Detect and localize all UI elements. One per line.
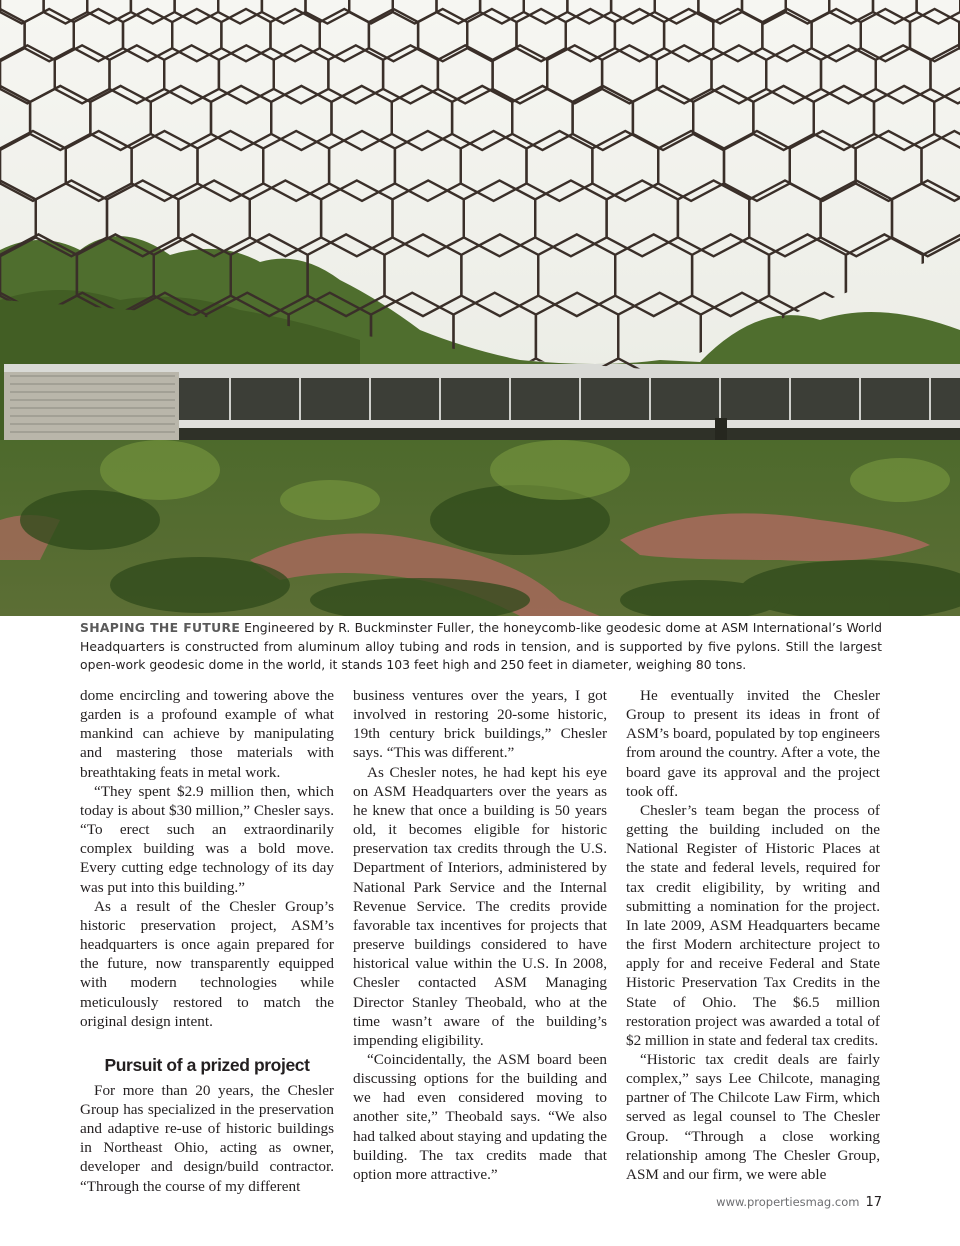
- paragraph: He eventually invited the Chesler Group to present its ideas in front of ASM’s board, populated by top engineers from around the country. After a vote, the board gave its approval and the project took off.: [626, 687, 880, 800]
- footer-url: www.propertiesmag.com: [716, 1195, 860, 1209]
- paragraph: For more than 20 years, the Chesler Group has specialized in the preservation and adaptive re-use of historic buildings in Northeast Ohio, acting as owner, developer and design/build contractor. “Through the course of my different: [80, 1081, 334, 1195]
- paragraph: “They spent $2.9 million then, which today is about $30 million,” Chesler says. “To erect such an extraordinarily complex building was a bold move. Every cutting edge technology of its day was put into this building.”: [80, 782, 334, 896]
- page-footer: [716, 1195, 882, 1210]
- paragraph: As Chesler notes, he had kept his eye on ASM Headquarters over the years as he knew that once a building is 50 years old, it becomes eligible for historic preservation tax credits through the U.S. Department of Interiors, administered by National Park Service and the Internal Revenue Service. The credits provide favorable tax incentives for projects that preserve buildings considered to have historical value within the U.S. In 2008, Chesler contacted ASM Managing Director Stanley Theobald, who at the time wasn’t aware of the building’s impending eligibility.: [353, 763, 607, 1049]
- page-number: 17: [865, 1195, 882, 1210]
- article-column-3: [626, 686, 880, 1184]
- photo-caption: [80, 619, 882, 675]
- paragraph: “Coincidentally, the ASM board been discussing options for the building and we had even considered moving to another site,” Theobald says. “We also had talked about staying and updating the building. The tax credits made that option more attractive.”: [353, 1050, 607, 1183]
- caption-text: Engineered by R. Buckminster Fuller, the honeycomb-like geodesic dome at ASM International’s World Headquarters is constructed from aluminum alloy tubing and rods in tension, and is supported by five pylons. Still the largest open-work geodesic dome in the world, it stands 103 feet high and 250 feet in diameter, weighing 80 tons.: [80, 620, 882, 672]
- paragraph: “Historic tax credit deals are fairly complex,” says Lee Chilcote, managing partner of The Chilcote Law Firm, which served as legal counsel to The Chesler Group. “Through a close working relationship among The Chesler Group, ASM and our firm, we were able: [626, 1050, 880, 1183]
- dome-photo-illustration: [0, 0, 960, 616]
- paragraph: Chesler’s team began the process of getting the building included on the National Register of Historic Places at the state and federal levels, required for tax credit eligibility, by writing and submitting a nomination for the project. In late 2009, ASM Headquarters became the first Modern architecture project to apply for and receive Federal and State Historic Preservation Tax Credits in the State of Ohio. The $6.5 million restoration project was awarded a total of $2 million in state and federal tax credits.: [626, 801, 880, 1049]
- paragraph: dome encircling and towering above the garden is a profound example of what mankind can achieve by manipulating and mastering those materials with breathtaking feats in metal work.: [80, 687, 334, 781]
- article-column-1: [80, 686, 334, 1196]
- paragraph: As a result of the Chesler Group’s historic preservation project, ASM’s headquarters is once again prepared for the future, now transparently equipped with modern technologies while meticulously restored to match the original design intent.: [80, 897, 334, 1030]
- article-column-2: [353, 686, 607, 1184]
- dome-photo: [0, 0, 960, 616]
- caption-lead: SHAPING THE FUTURE: [80, 620, 241, 635]
- paragraph: business ventures over the years, I got involved in restoring 20-some historic, 19th century brick buildings,” Chesler says. “This was different.”: [353, 687, 607, 762]
- section-subhead: Pursuit of a prized project: [104, 1054, 310, 1075]
